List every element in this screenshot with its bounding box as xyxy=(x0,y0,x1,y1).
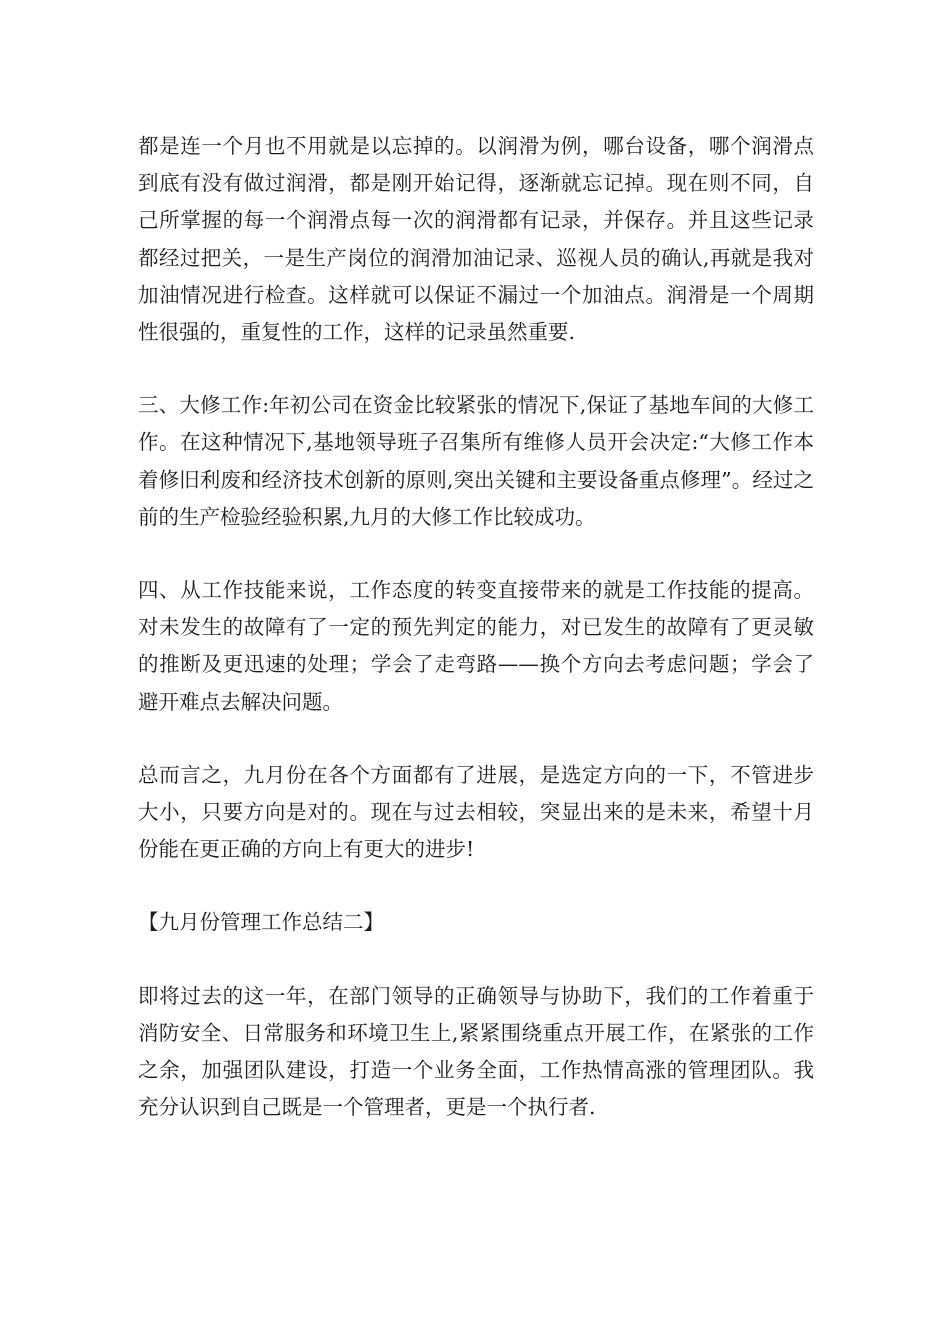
paragraph-summary: 总而言之，九月份在各个方面都有了进展，是选定方向的一下，不管进步大小，只要方向是对的。现在与过去相较，突显出来的是未来，希望十月份能在更正确的方向上有更大的进步! xyxy=(138,762,814,862)
paragraph-work-skills: 四、从工作技能来说，工作态度的转变直接带来的就是工作技能的提高。对未发生的故障有了一定的预先判定的能力，对已发生的故障有了更灵敏的推断及更迅速的处理；学会了走弯路——换个方向去考虑问题；学会了避开难点去解决问题。 xyxy=(138,578,814,714)
section-heading: 【九月份管理工作总结二】 xyxy=(138,910,384,935)
document-body xyxy=(138,128,814,1162)
paragraph-lubrication-records: 都是连一个月也不用就是以忘掉的。以润滑为例，哪台设备，哪个润滑点到底有没有做过润滑，都是刚开始记得，逐渐就忘记掉。现在则不同，自己所掌握的每一个润滑点每一次的润滑都有记录，并保存。并且这些记录都经过把关，一是生产岗位的润滑加油记录、巡视人员的确认,再就是我对加油情况进行检查。这样就可以保证不漏过一个加油点。润滑是一个周期性很强的，重复性的工作，这样的记录虽然重要. xyxy=(138,134,814,345)
paragraph-management-intro: 即将过去的这一年，在部门领导的正确领导与协助下，我们的工作着重于消防安全、日常服务和环境卫生上,紧紧围绕重点开展工作，在紧张的工作之余，加强团队建设，打造一个业务全面，工作热情高涨的管理团队。我充分认识到自己既是一个管理者，更是一个执行者. xyxy=(138,983,814,1120)
paragraph-overhaul-work: 三、大修工作:年初公司在资金比较紧张的情况下,保证了基地车间的大修工作。在这种情况下,基地领导班子召集所有维修人员开会决定:“大修工作本着修旧利废和经济技术创新的原则,突出关键和主要设备重点修理”。经过之前的生产检验经验积累,九月的大修工作比较成功。 xyxy=(138,393,814,529)
